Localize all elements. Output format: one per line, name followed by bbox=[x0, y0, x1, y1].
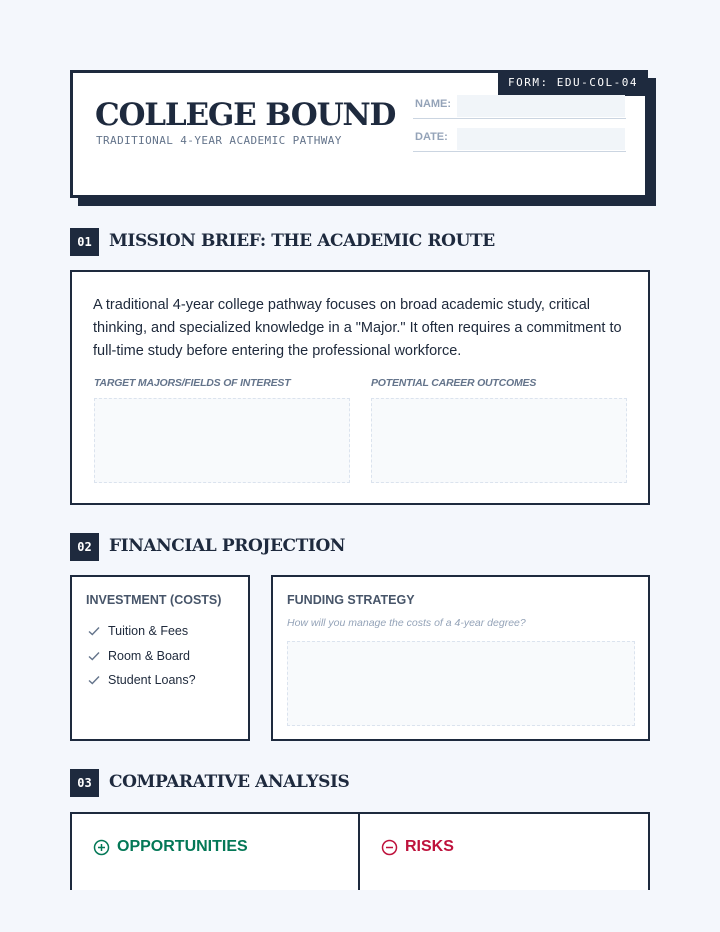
section-3-number: 03 bbox=[70, 769, 99, 797]
check-icon bbox=[88, 651, 100, 661]
section-3-title: COMPARATIVE ANALYSIS bbox=[109, 772, 350, 792]
funding-strategy-card bbox=[271, 575, 650, 741]
check-icon bbox=[88, 675, 100, 685]
opportunities-label: OPPORTUNITIES bbox=[117, 838, 248, 855]
majors-input[interactable] bbox=[94, 398, 350, 483]
date-field-row bbox=[413, 128, 626, 152]
name-label: NAME: bbox=[415, 98, 452, 110]
investment-item bbox=[88, 644, 196, 669]
form-id-badge: FORM: EDU-COL-04 bbox=[498, 70, 648, 96]
page-subtitle: TRADITIONAL 4-YEAR ACADEMIC PATHWAY bbox=[96, 134, 342, 147]
name-input[interactable] bbox=[457, 95, 625, 117]
funding-input[interactable] bbox=[287, 641, 635, 726]
section-1-number: 01 bbox=[70, 228, 99, 256]
majors-label: TARGET MAJORS/FIELDS OF INTEREST bbox=[94, 377, 291, 389]
careers-input[interactable] bbox=[371, 398, 627, 483]
investment-item-label: Tuition & Fees bbox=[108, 624, 189, 639]
date-label: DATE: bbox=[415, 131, 448, 143]
plus-circle-icon bbox=[93, 839, 110, 856]
page-title: COLLEGE BOUND bbox=[95, 97, 396, 133]
header-card bbox=[70, 70, 648, 198]
investment-item bbox=[88, 668, 196, 693]
investment-list bbox=[88, 619, 196, 693]
minus-circle-icon bbox=[381, 839, 398, 856]
funding-label: FUNDING STRATEGY bbox=[287, 593, 415, 607]
investment-label: INVESTMENT (COSTS) bbox=[86, 593, 222, 607]
check-icon bbox=[88, 626, 100, 636]
investment-item-label: Room & Board bbox=[108, 648, 190, 663]
risks-heading bbox=[381, 838, 454, 856]
section-1-title: MISSION BRIEF: THE ACADEMIC ROUTE bbox=[109, 231, 495, 251]
section-2-number: 02 bbox=[70, 533, 99, 561]
mission-intro-text: A traditional 4-year college pathway focuses on broad academic study, critical thinking, and specialized knowledge in a "Major." It often requires a commitment to full-time study before entering the professional workforce. bbox=[93, 297, 622, 359]
careers-label: POTENTIAL CAREER OUTCOMES bbox=[371, 377, 537, 389]
date-input[interactable] bbox=[457, 128, 625, 150]
investment-item bbox=[88, 619, 196, 644]
page-bottom-margin bbox=[0, 890, 720, 932]
name-field-row bbox=[413, 95, 626, 119]
investment-card bbox=[70, 575, 250, 741]
opportunities-heading bbox=[93, 838, 248, 856]
mission-brief-card bbox=[70, 270, 650, 505]
section-2-title: FINANCIAL PROJECTION bbox=[109, 536, 346, 556]
investment-item-label: Student Loans? bbox=[108, 673, 196, 688]
risks-label: RISKS bbox=[405, 838, 454, 855]
funding-hint: How will you manage the costs of a 4-year degree? bbox=[287, 617, 526, 629]
